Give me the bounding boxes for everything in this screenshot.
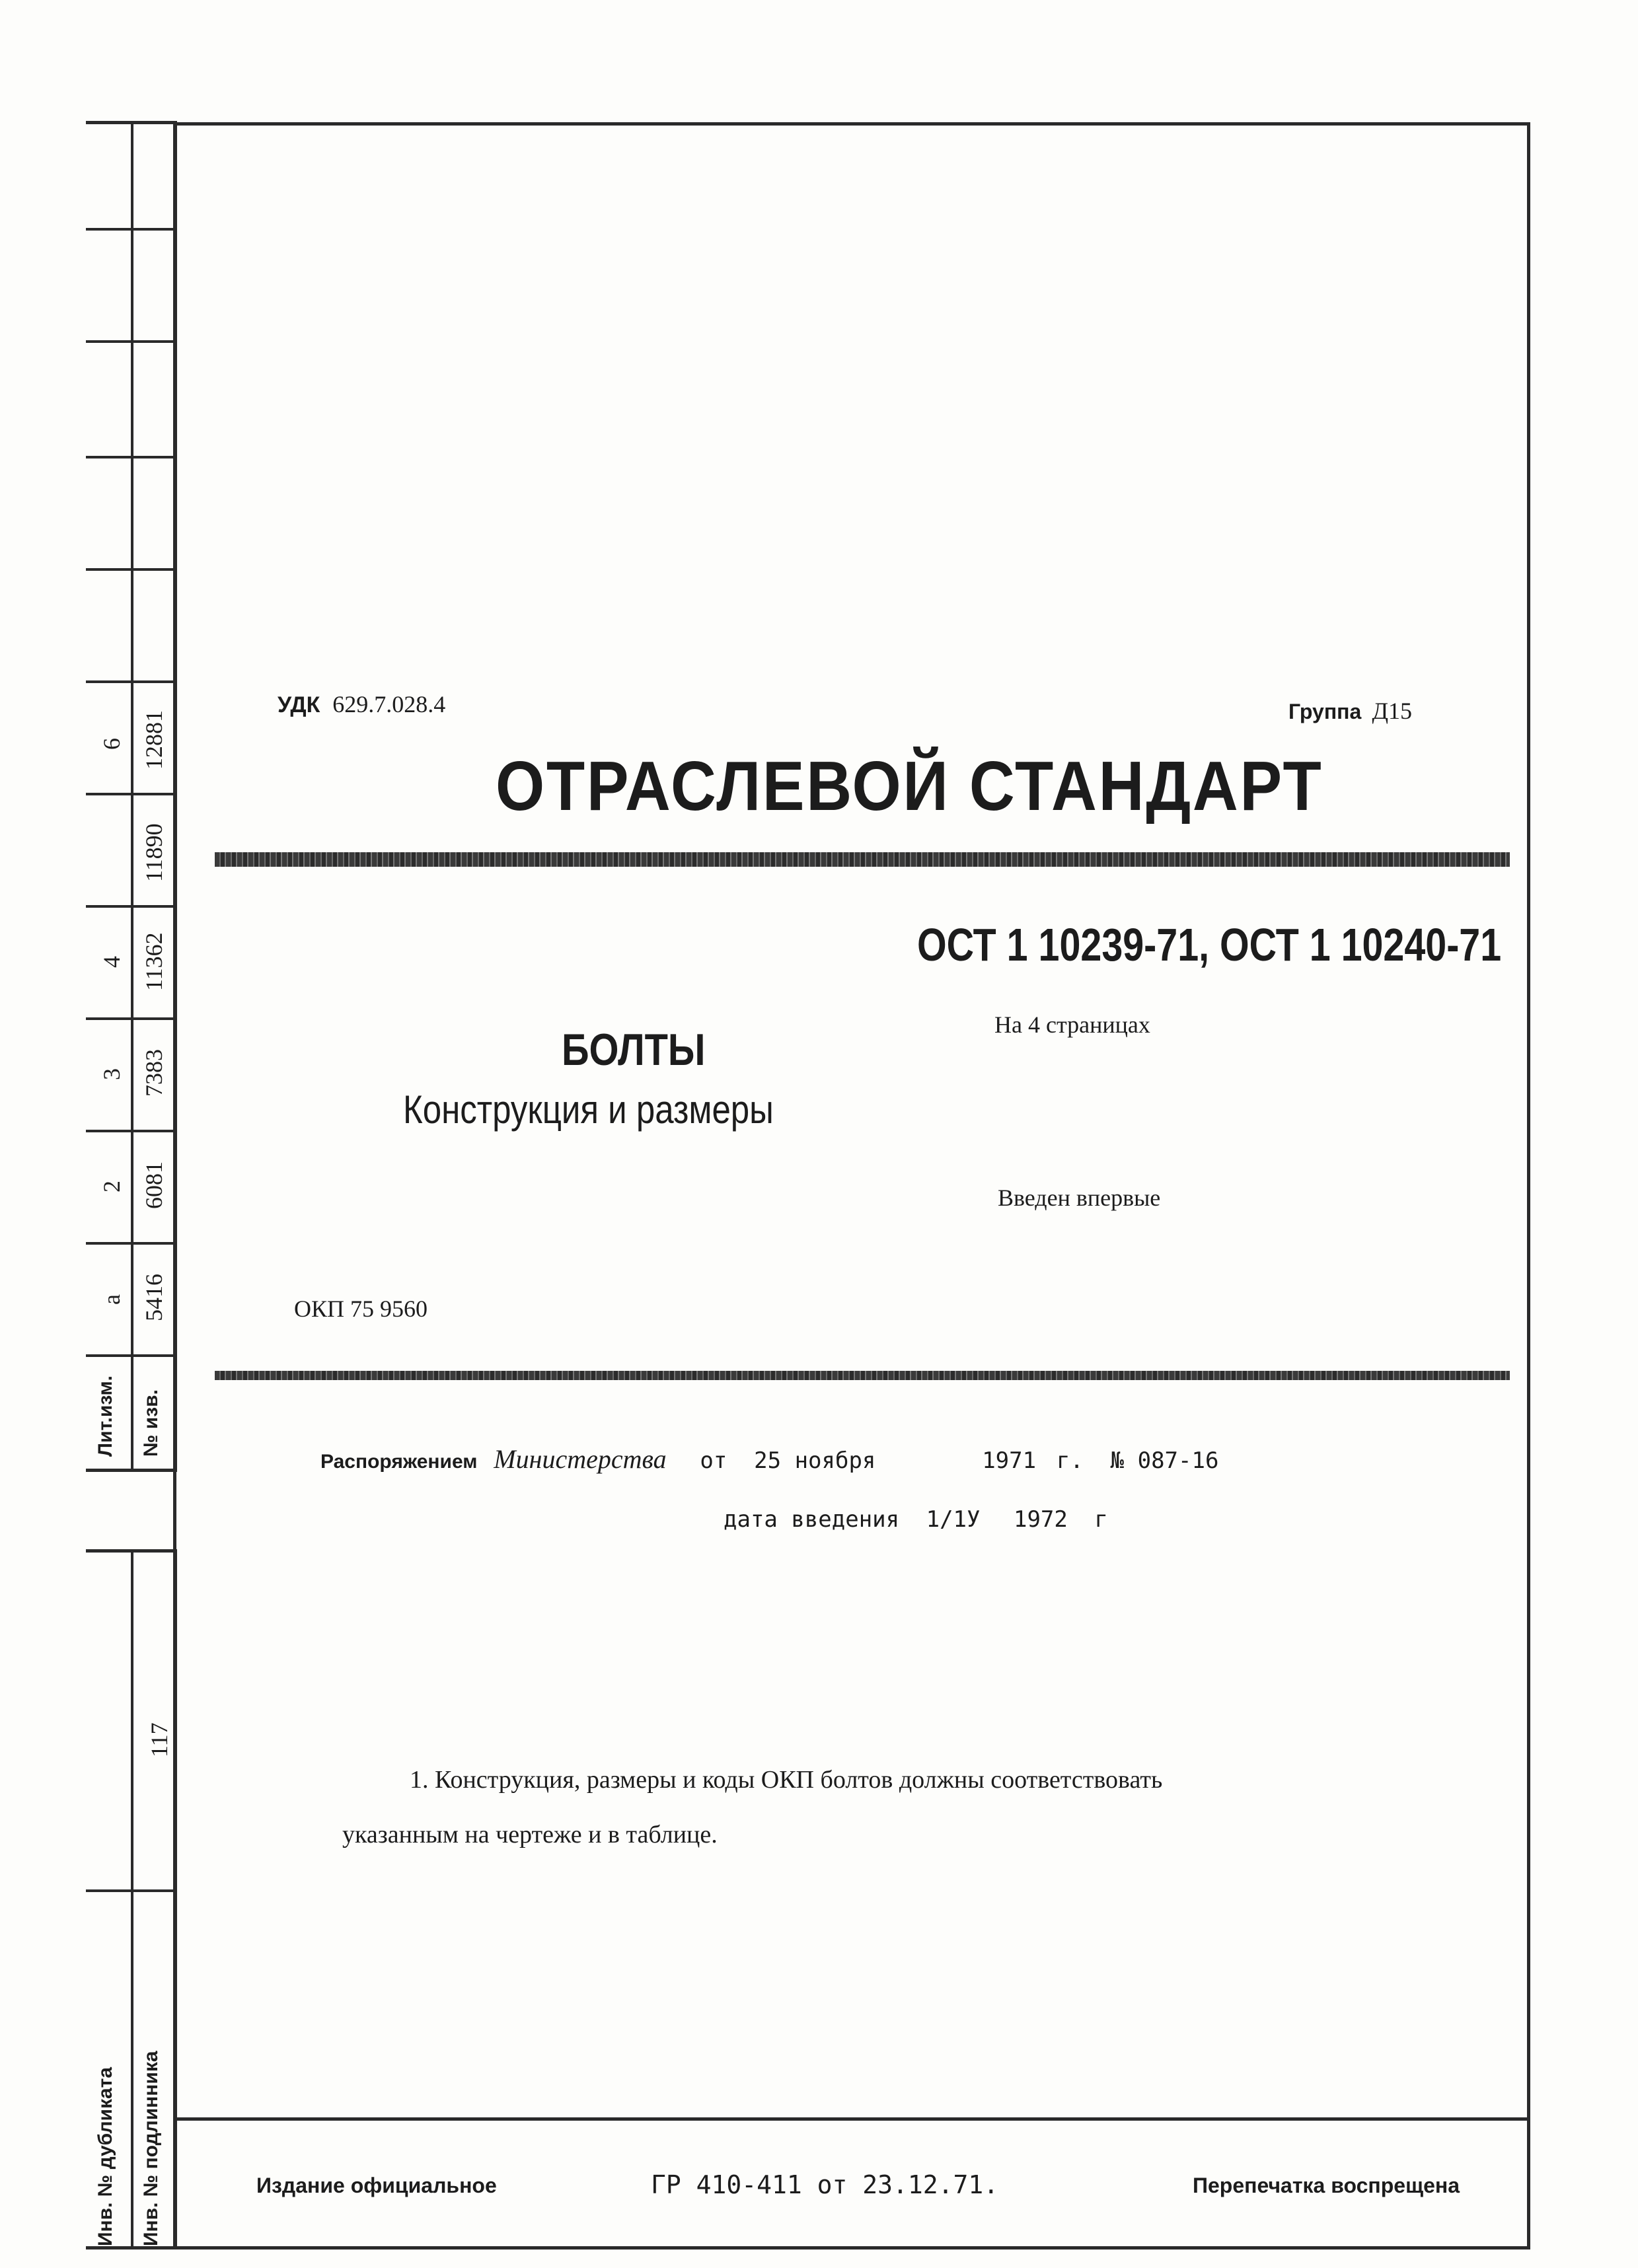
revision-num: 5416	[141, 1274, 167, 1321]
footer-official: Издание официальное	[256, 2174, 497, 2197]
revision-lit: 2	[98, 1181, 125, 1192]
okp-code: ОКП 75 9560	[294, 1296, 428, 1322]
group-value: Д15	[1372, 698, 1413, 724]
revision-row-line	[86, 456, 177, 458]
revision-row-line	[86, 905, 177, 908]
subject-subtitle: Конструкция и размеры	[403, 1087, 774, 1132]
body-paragraph-line1: 1. Конструкция, размеры и коды ОКП болтов должны соответствовать	[410, 1766, 1163, 1794]
revision-row-line	[86, 568, 177, 571]
intro-date-line	[724, 1506, 1108, 1533]
order-date: 25 ноября	[754, 1447, 876, 1474]
introduced-note: Введен впервые	[998, 1185, 1161, 1211]
revision-lit: 3	[98, 1068, 125, 1080]
revision-row-line	[86, 793, 177, 795]
udk-value: 629.7.028.4	[332, 691, 446, 717]
revision-row-line	[86, 1242, 177, 1245]
intro-year: 1972	[1013, 1506, 1068, 1533]
footer-divider	[173, 2117, 1530, 2121]
order-number: № 087-16	[1110, 1447, 1219, 1474]
pages-note: На 4 страницах	[994, 1011, 1150, 1038]
revision-table-divider	[131, 121, 133, 1472]
num-header: № изв.	[140, 1389, 162, 1457]
inventory-row-line	[86, 1889, 177, 1892]
order-ministry: Министерства	[494, 1444, 667, 1474]
inventory-divider	[131, 1549, 133, 2250]
revision-num: 11890	[141, 823, 167, 882]
inventory-original-label: Инв. № подлинника	[140, 2051, 162, 2246]
revision-lit: 6	[98, 738, 125, 750]
revision-lit: а	[98, 1294, 125, 1305]
intro-date: 1/1У	[926, 1506, 981, 1533]
udk-line	[278, 690, 445, 718]
title-rule	[215, 852, 1510, 867]
subject-title: БОЛТЫ	[562, 1025, 706, 1075]
order-line	[320, 1444, 1218, 1475]
footer-registration: ГР 410-411 от 23.12.71.	[651, 2170, 999, 2199]
page-frame	[173, 122, 1530, 2250]
main-title: ОТРАСЛЕВОЙ СТАНДАРТ	[496, 747, 1323, 825]
section-rule	[215, 1371, 1510, 1380]
revision-row-line	[86, 340, 177, 343]
order-year: 1971	[982, 1447, 1037, 1474]
body-paragraph-line2: указанным на чертеже и в таблице.	[342, 1821, 718, 1848]
intro-year-suffix: г	[1094, 1506, 1108, 1533]
inventory-duplicate-label: Инв. № дубликата	[94, 2067, 116, 2246]
footer-reprint: Перепечатка воспрещена	[1193, 2174, 1460, 2197]
udk-label: УДК	[278, 692, 320, 717]
revision-lit: 4	[98, 956, 125, 968]
order-from: от	[700, 1447, 727, 1474]
revision-row-line	[86, 228, 177, 231]
inventory-original-value: 117	[146, 1722, 172, 1757]
standard-numbers: ОСТ 1 10239-71, ОСТ 1 10240-71	[917, 919, 1502, 970]
revision-num: 7383	[141, 1049, 167, 1097]
revision-row-line	[86, 680, 177, 683]
revision-row-line	[86, 1130, 177, 1132]
revision-row-line	[86, 1354, 177, 1357]
revision-row-line	[86, 1017, 177, 1020]
order-label: Распоряжением	[320, 1451, 478, 1473]
intro-date-label: дата введения	[724, 1506, 900, 1533]
lit-header: Лит.изм.	[94, 1375, 116, 1457]
revision-num: 6081	[141, 1161, 167, 1209]
revision-num: 11362	[141, 932, 167, 991]
group-line	[1288, 697, 1412, 725]
revision-num: 12881	[141, 710, 167, 770]
order-year-suffix: г.	[1056, 1447, 1084, 1474]
group-label: Группа	[1288, 700, 1362, 723]
